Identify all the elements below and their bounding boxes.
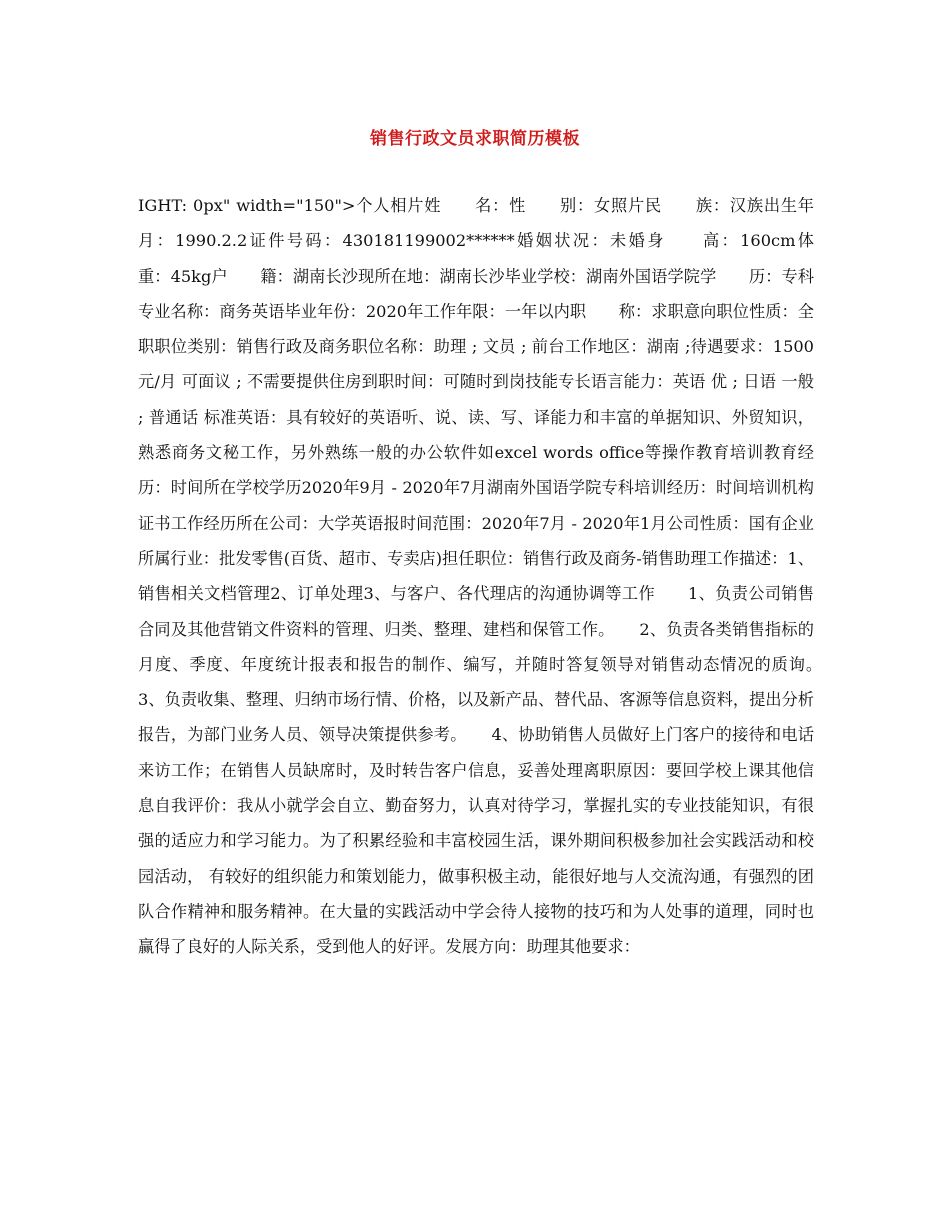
document-title: 销售行政文员求职简历模板 — [370, 129, 580, 149]
document-body-text: IGHT: 0px" width="150">个人相片姓 名：性 别：女照片民 族：汉族出生年月：1990.2.2证件号码：430181199002******婚姻状况：未婚身 高：160cm体 重：45kg户 籍：湖南长沙现所在地：湖南长沙毕业学校：湖南外国语学院学 历：专科专业名称：商务英语毕业年份：2020年工作年限：一年以内职 称：求职意向职位性质：全 职职位类别：销售行政及商务职位名称：助理 ; 文员 ; 前台工作地区：湖南 ;待遇要求：1500元/月 可面议 ; 不需要提供住房到职时间：可随时到岗技能专长语言能力：英语 优 ; 日语 一般 ; 普通话 标准英语：具有较好的英语听、说、读、写、译能力和丰富的单据知识、外贸知识，熟悉商务文秘工作，另外熟练一般的办公软件如excel words office等操作教育培训教育经历：时间所在学校学历2020年9月 - 2020年7月湖南外国语学院专科培训经历：时间培训机构证书工作经历所在公司：大学英语报时间范围：2020年7月 - 2020年1月公司性质：国有企业所属行业：批发零售(百货、超市、专卖店)担任职位：销售行政及商务-销售助理工作描述：1、销售相关文档管理2、订单处理3、与客户、各代理店的沟通协调等工作 1、负责公司销售合同及其他营销文件资料的管理、归类、整理、建档和保管工作。 2、负责各类销售指标的月度、季度、年度统计报表和报告的制作、编写，并随时答复领导对销售动态情况的质询。 3、负责收集、整理、归纳市场行情、价格，以及新产品、替代品、客源等信息资料，提出分析报告，为部门业务人员、领导决策提供参考。 4、协助销售人员做好上门客户的接待和电话来访工作；在销售人员缺席时，及时转告客户信息，妥善处理离职原因：要回学校上课其他信息自我评价：我从小就学会自立、勤奋努力，认真对待学习，掌握扎实的专业技能知识，有很强的适应力和学习能力。为了积累经验和丰富校园生活，课外期间积极参加社会实践活动和校园活动， 有较好的组织能力和策划能力，做事积极主动，能很好地与人交流沟通，有强烈的团队合作精神和服务精神。在大量的实践活动中学会待人接物的技巧和为人处事的道理，同时也赢得了良好的人际关系，受到他人的好评。发展方向：助理其他要求： — [138, 196, 847, 957]
